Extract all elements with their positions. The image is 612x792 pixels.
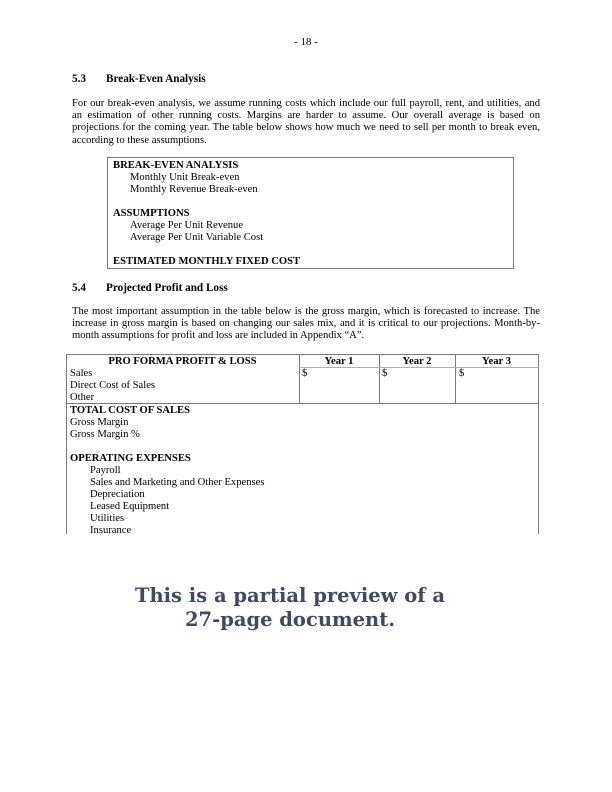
profit-loss-paragraph: The most important assumption in the table below is the gross margin, which is forecasted to increase. The increase in gross margin is based on changing our sales mix, and it is critical to our projections. Month-by-month assumptions for profit and loss are included in Appendix “A”. (72, 306, 540, 342)
row-insurance: Insurance (90, 525, 132, 534)
row-total-cost-of-sales: TOTAL COST OF SALES (70, 405, 191, 416)
row-leased-equipment: Leased Equipment (90, 501, 170, 512)
column-year-3: Year 3 (482, 356, 511, 367)
profit-loss-title: PRO FORMA PROFIT & LOSS (108, 356, 257, 367)
sales-currency-year-3: $ (459, 368, 465, 379)
section-number: 5.4 (72, 282, 86, 294)
section-title: Break-Even Analysis (106, 73, 206, 85)
preview-line-2: 27-page document. (184, 608, 396, 631)
row-sales-marketing: Sales and Marketing and Other Expenses (90, 477, 265, 488)
section-title: Projected Profit and Loss (106, 282, 228, 294)
partial-preview-notice (0, 584, 580, 632)
section-number: 5.3 (72, 73, 86, 85)
row-utilities: Utilities (90, 513, 125, 524)
sales-currency-year-2: $ (382, 368, 388, 379)
avg-unit-revenue-label: Average Per Unit Revenue (130, 220, 244, 231)
row-direct-cost: Direct Cost of Sales (70, 380, 156, 391)
row-sales: Sales (70, 368, 93, 379)
section-heading-profit-loss (72, 282, 228, 294)
break-even-paragraph: For our break-even analysis, we assume running costs which include our full payroll, rent, and utilities, and an estimation of other running costs. Margins are harder to assume. Our overall average is based on projections for the coming year. The table below shows how much we need to sell per month to break even, according to these assumptions. (72, 98, 540, 146)
monthly-revenue-break-even-label: Monthly Revenue Break-even (130, 184, 258, 195)
row-payroll: Payroll (90, 465, 121, 476)
row-depreciation: Depreciation (90, 489, 145, 500)
preview-line-1: This is a partial preview of a (134, 584, 446, 607)
operating-expenses-heading: OPERATING EXPENSES (70, 453, 191, 464)
monthly-unit-break-even-label: Monthly Unit Break-even (130, 172, 240, 183)
row-gross-margin-percent: Gross Margin % (70, 429, 140, 440)
column-year-2: Year 2 (402, 356, 432, 367)
column-year-1: Year 1 (324, 356, 354, 367)
profit-loss-table (66, 354, 539, 534)
sales-currency-year-1: $ (302, 368, 308, 379)
assumptions-heading: ASSUMPTIONS (113, 208, 190, 219)
page-number: - 18 - (294, 36, 318, 48)
break-even-heading: BREAK-EVEN ANALYSIS (113, 160, 239, 171)
avg-unit-variable-cost-label: Average Per Unit Variable Cost (130, 232, 264, 243)
row-gross-margin: Gross Margin (70, 417, 129, 428)
row-other: Other (70, 392, 95, 403)
fixed-cost-label: ESTIMATED MONTHLY FIXED COST (113, 256, 301, 267)
section-heading-break-even (72, 73, 206, 85)
